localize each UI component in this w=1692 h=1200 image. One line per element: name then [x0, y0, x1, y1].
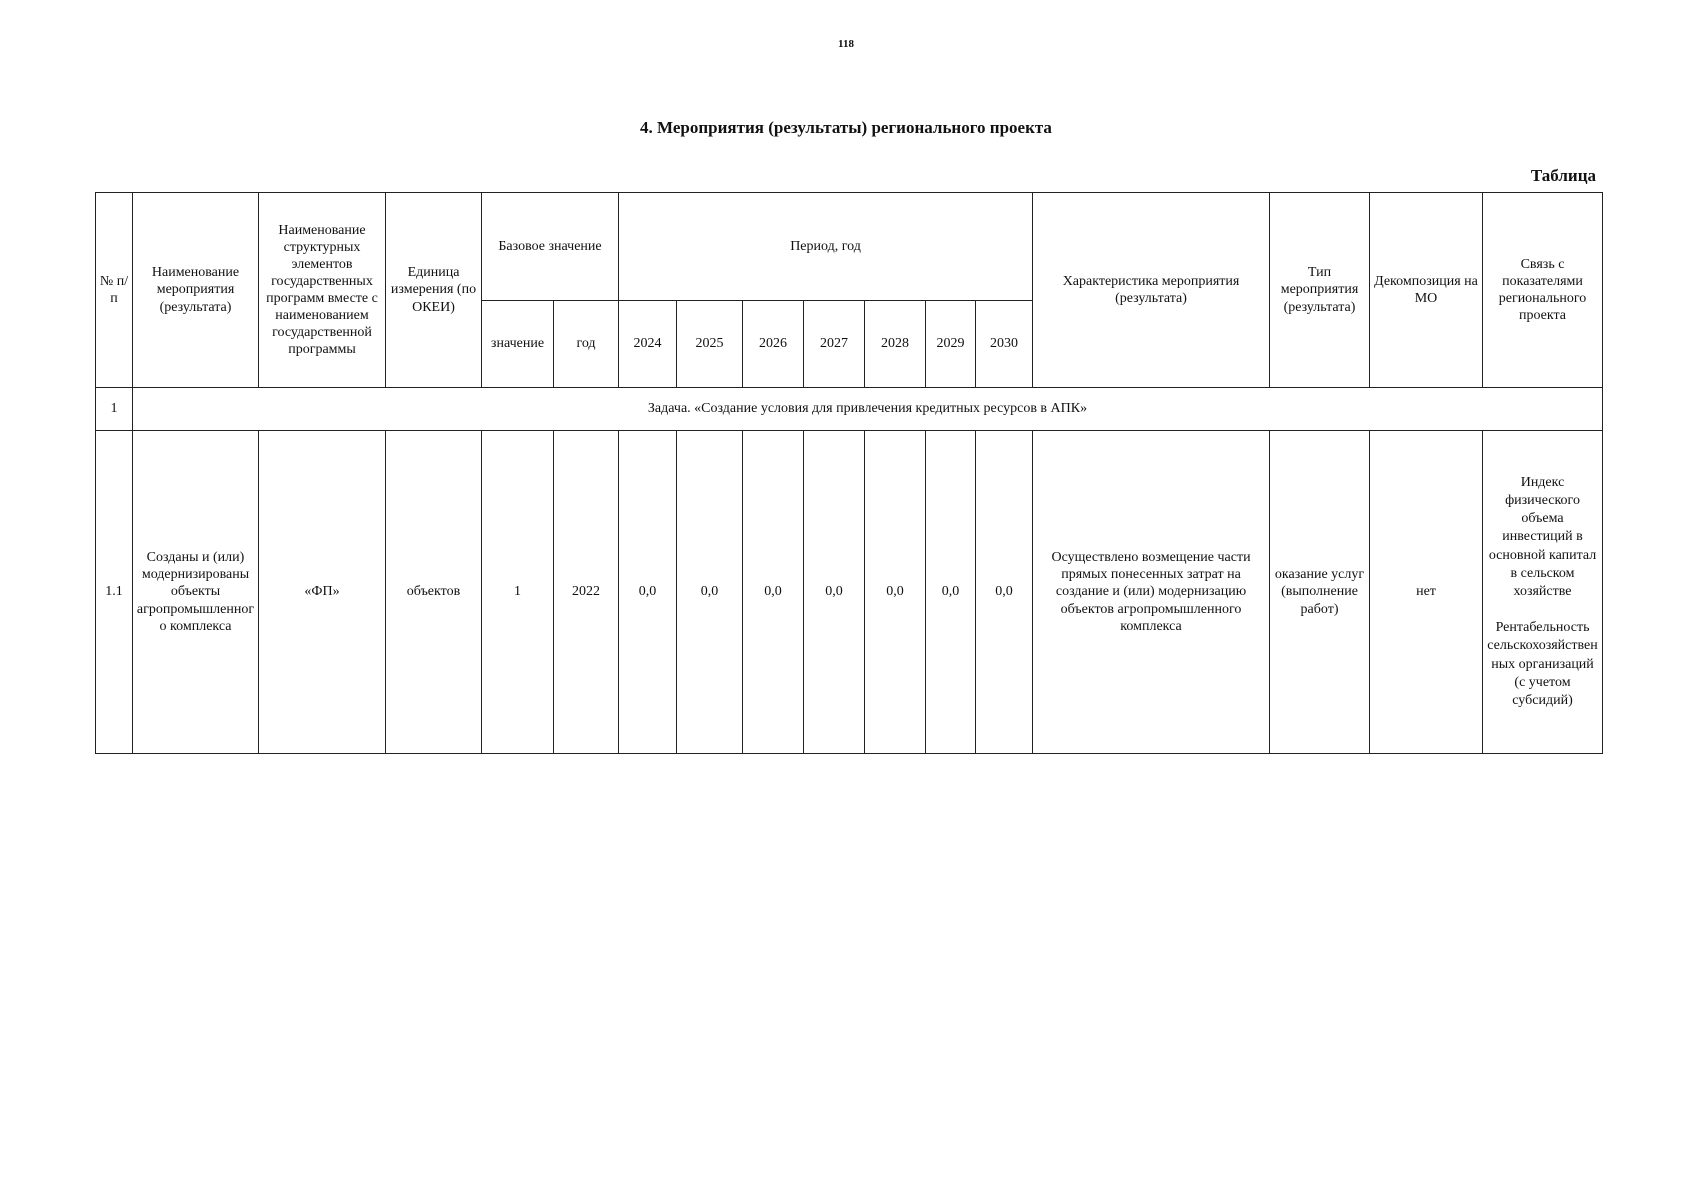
row-num: 1.1 [96, 431, 133, 754]
page-number: 118 [838, 38, 854, 50]
header-year-2027: 2027 [804, 301, 865, 388]
header-year-2028: 2028 [865, 301, 926, 388]
row-link-indicator-1: Индекс физического объема инвестиций в основной капитал в сельском хозяйстве [1488, 474, 1597, 599]
row-value-2027: 0,0 [804, 431, 865, 754]
row-value-2026: 0,0 [743, 431, 804, 754]
row-link-indicator-2: Рентабельность сельскохозяйственных организаций (с учетом субсидий) [1487, 620, 1598, 708]
row-base-value: 1 [482, 431, 554, 754]
header-characteristic: Характеристика мероприятия (результата) [1033, 193, 1270, 388]
row-value-2028: 0,0 [865, 431, 926, 754]
header-year-2030: 2030 [976, 301, 1033, 388]
table-caption: Таблица [1530, 166, 1596, 185]
row-characteristic: Осуществлено возмещение части прямых понесенных затрат на создание и (или) модернизацию объектов агропромышленного комплекса [1033, 431, 1270, 754]
header-base-sub-year: год [554, 301, 619, 388]
header-link: Связь с показателями регионального проекта [1483, 193, 1603, 388]
row-value-2025: 0,0 [677, 431, 743, 754]
row-base-year: 2022 [554, 431, 619, 754]
row-unit: объектов [386, 431, 482, 754]
row-decomposition: нет [1370, 431, 1483, 754]
row-name: Созданы и (или) модернизированы объекты агропромышленного комплекса [133, 431, 259, 754]
header-unit: Единица измерения (по ОКЕИ) [386, 193, 482, 388]
header-base-sub-value: значение [482, 301, 554, 388]
row-value-2029: 0,0 [926, 431, 976, 754]
task-row [96, 388, 1603, 431]
header-decomposition: Декомпозиция на МО [1370, 193, 1483, 388]
header-year-2026: 2026 [743, 301, 804, 388]
header-period: Период, год [619, 193, 1033, 301]
events-table [95, 192, 1603, 754]
task-text: Задача. «Создание условия для привлечения кредитных ресурсов в АПК» [133, 388, 1603, 431]
header-base-value: Базовое значение [482, 193, 619, 301]
row-type: оказание услуг (выполнение работ) [1270, 431, 1370, 754]
section-title: 4. Мероприятия (результаты) регионального проекта [640, 118, 1052, 137]
header-year-2024: 2024 [619, 301, 677, 388]
header-type: Тип мероприятия (результата) [1270, 193, 1370, 388]
row-structural: «ФП» [259, 431, 386, 754]
header-structural: Наименование структурных элементов государственных программ вместе с наименованием государственной программы [259, 193, 386, 388]
row-value-2024: 0,0 [619, 431, 677, 754]
task-num: 1 [96, 388, 133, 431]
header-row-top [96, 193, 1603, 301]
row-link [1483, 431, 1603, 754]
header-name: Наименование мероприятия (результата) [133, 193, 259, 388]
header-year-2025: 2025 [677, 301, 743, 388]
header-num: № п/п [96, 193, 133, 388]
table-row [96, 431, 1603, 754]
header-year-2029: 2029 [926, 301, 976, 388]
row-value-2030: 0,0 [976, 431, 1033, 754]
